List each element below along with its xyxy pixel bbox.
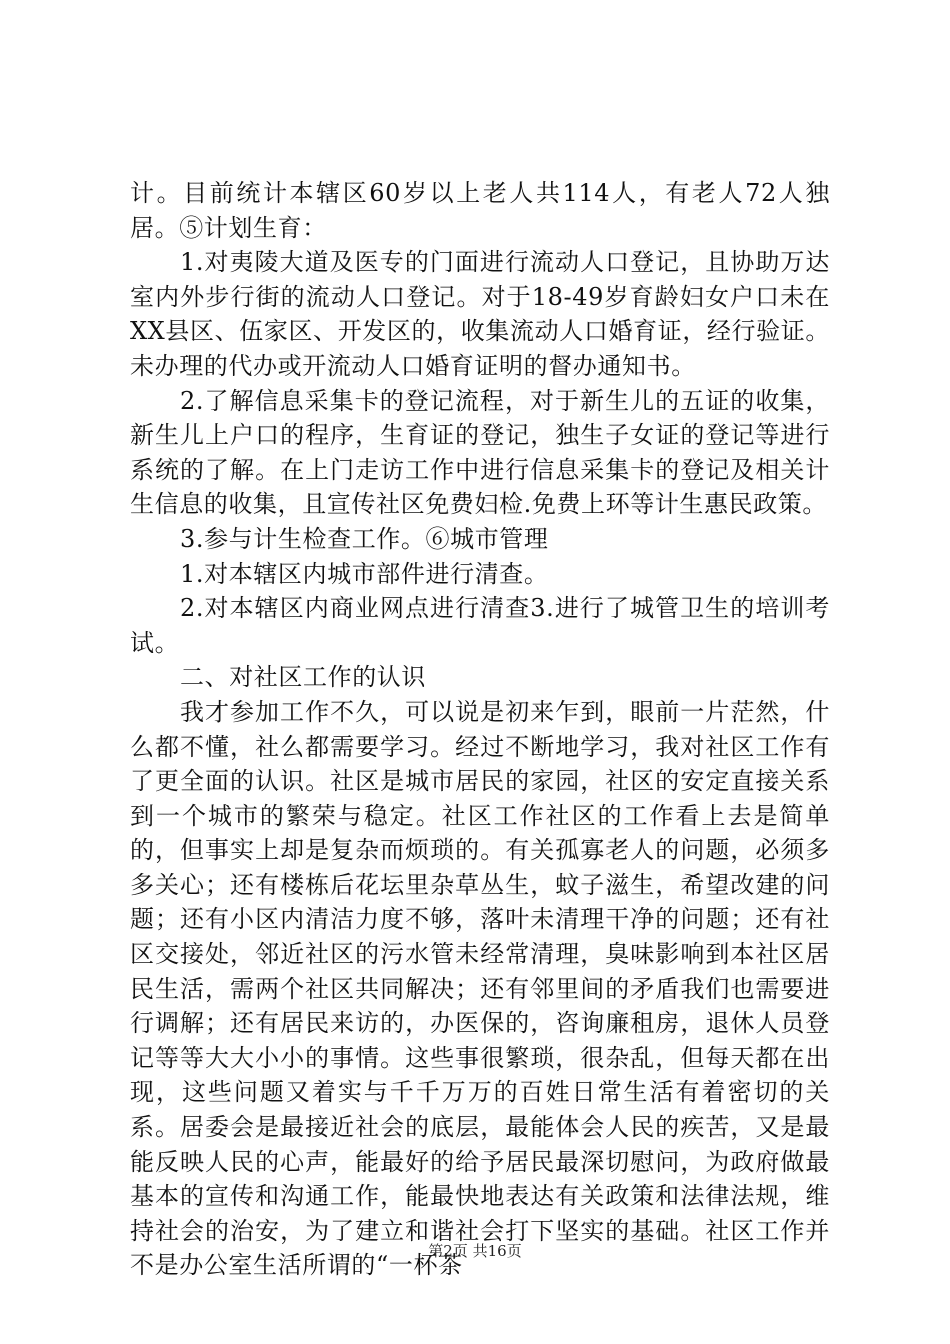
paragraph-8: 我才参加工作不久，可以说是初来乍到，眼前一片茫然，什么都不懂，社么都需要学习。经过不断地学习，我对社区工作有了更全面的认识。社区是城市居民的家园，社区的安定直接关系到一个城市的繁荣与稳定。社区工作社区的工作看上去是简单的，但事实上却是复杂而烦琐的。有关孤寡老人的问题，必须多多关心；还有楼栋后花坛里杂草丛生，蚊子滋生，希望改建的问题；还有小区内清洁力度不够，落叶未清理干净的问题；还有社区交接处，邻近社区的污水管未经常清理，臭味影响到本社区居民生活，需两个社区共同解决；还有邻里间的矛盾我们也需要进行调解；还有居民来访的，办医保的，咨询廉租房，退休人员登记等等大大小小的事情。这些事很繁琐，很杂乱，但每天都在出现，这些问题又着实与千千万万的百姓日常生活有着密切的关系。居委会是最接近社会的底层，最能体会人民的疾苦，又是最能反映人民的心声，能最好的给予居民最深切慰问，为政府做最基本的宣传和沟通工作，能最快地表达有关政策和法律法规，维持社会的治安，为了建立和谐社会打下坚实的基础。社区工作并不是办公室生活所谓的“一杯茶 [130, 697, 830, 1280]
paragraph-3: 2.了解信息采集卡的登记流程，对于新生儿的五证的收集，新生儿上户口的程序，生育证的登记，独生子女证的登记等进行系统的了解。在上门走访工作中进行信息采集卡的登记及相关计生信息的收集，且宣传社区免费妇检.免费上环等计生惠民政策。 [130, 386, 830, 519]
paragraph-1: 计。目前统计本辖区60岁以上老人共114人，有老人72人独居。⑤计划生育： [130, 179, 830, 242]
paragraph-2: 1.对夷陵大道及医专的门面进行流动人口登记，且协助万达室内外步行街的流动人口登记。对于18-49岁育龄妇女户口未在XX县区、伍家区、开发区的，收集流动人口婚育证，经行验证。未办理的代办或开流动人口婚育证明的督办通知书。 [130, 248, 830, 380]
paragraph-5: 1.对本辖区内城市部件进行清查。 [180, 559, 549, 588]
paragraph-6: 2.对本辖区内商业网点进行清查3.进行了城管卫生的培训考试。 [130, 594, 830, 657]
page-footer: 第2页 共16页 [428, 1242, 522, 1260]
paragraph-4: 3.参与计生检查工作。⑥城市管理 [180, 524, 549, 553]
section-heading: 二、对社区工作的认识 [180, 663, 426, 692]
document-body [130, 176, 830, 1283]
